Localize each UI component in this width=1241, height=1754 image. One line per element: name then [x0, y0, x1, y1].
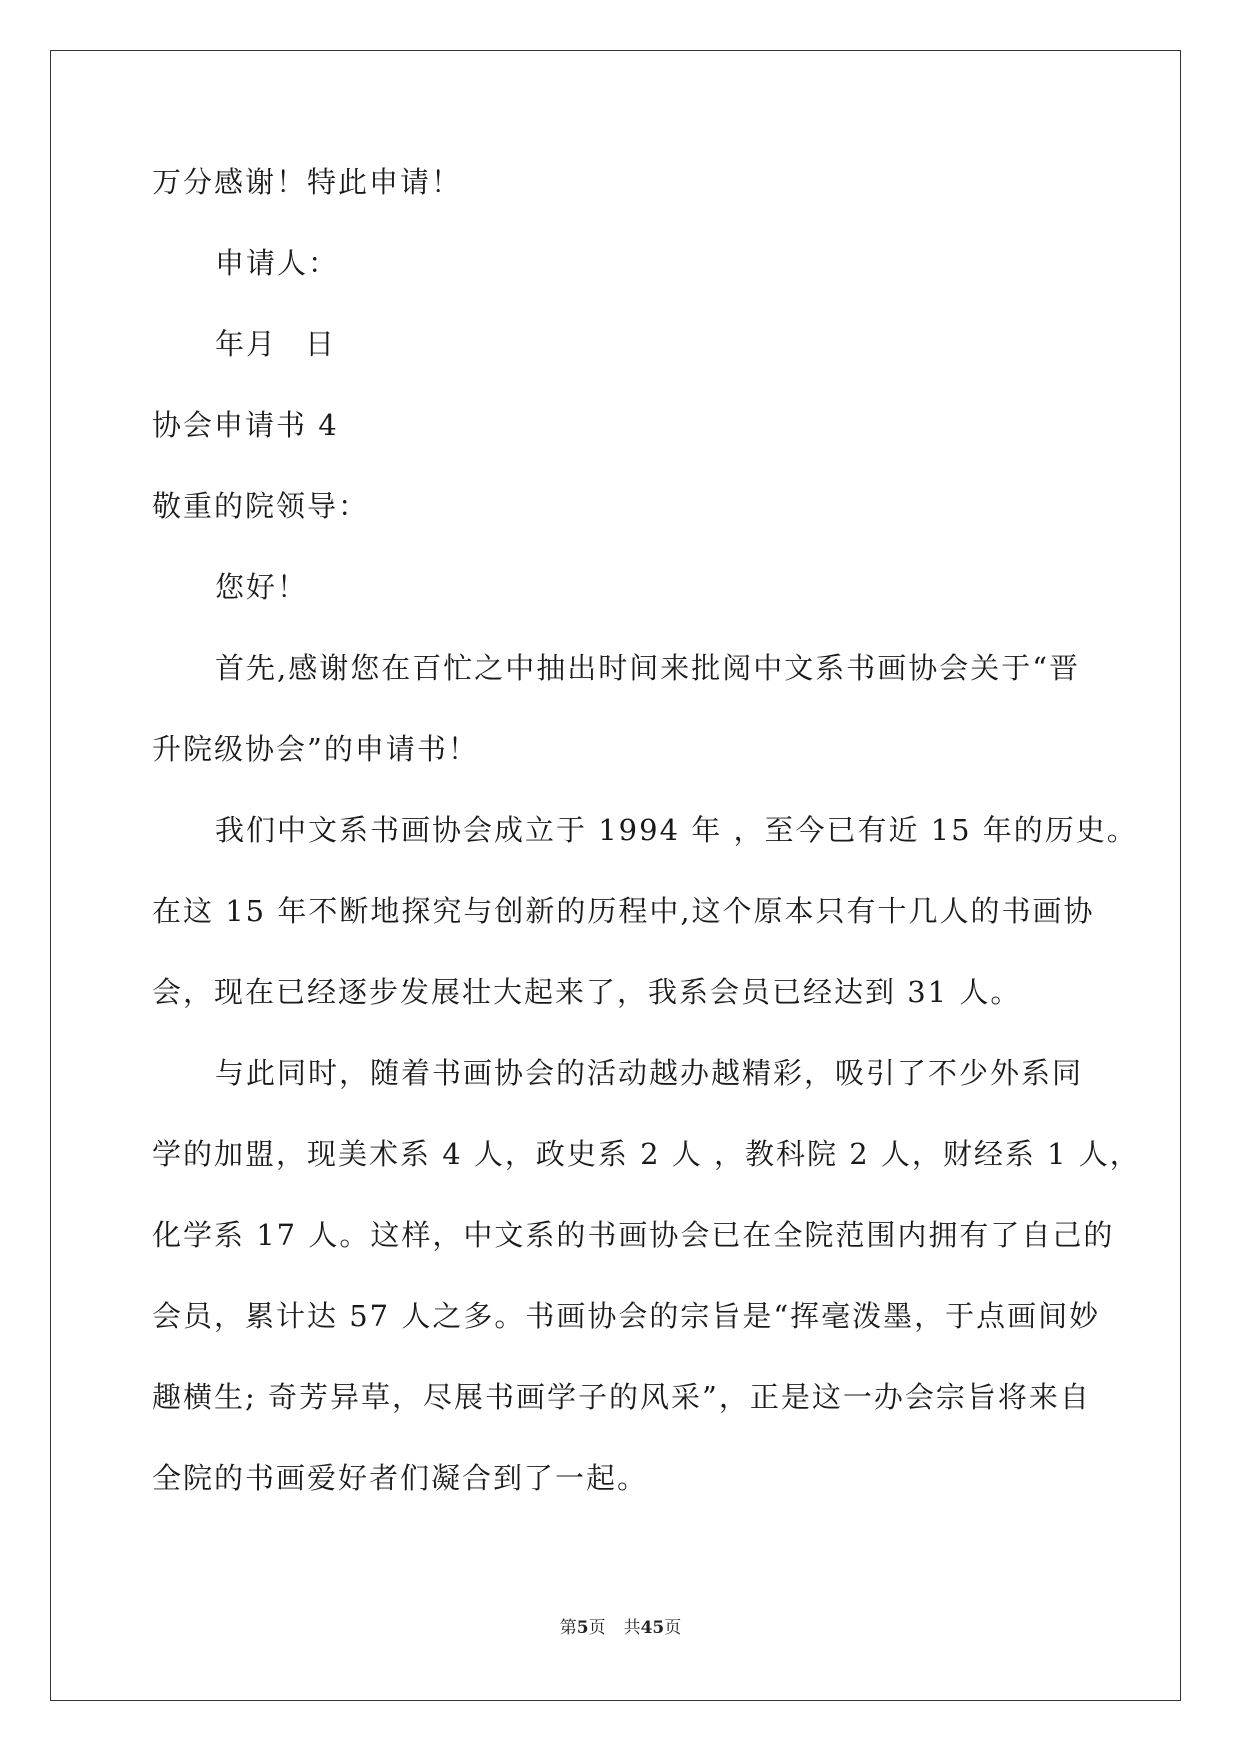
salutation: 敬重的院领导：: [152, 489, 370, 523]
date-line: [152, 324, 1092, 364]
paragraph-line: 趣横生; 奇芳异草，尽展书画学子的风采”，正是这一办会宗旨将来自: [152, 1380, 1091, 1414]
total-pages: 45: [640, 1618, 665, 1638]
paragraph-line: 首先,感谢您在百忙之中抽出时间来批阅中文系书画协会关于“晋: [215, 651, 1081, 685]
footer-total-prefix: 共: [623, 1618, 641, 1638]
page-footer: [0, 1616, 1241, 1640]
footer-prefix: 第: [559, 1618, 577, 1638]
paragraph-line: 学的加盟，现美术系 4 人，政史系 2 人 ，教科院 2 人，财经系 1 人，: [152, 1137, 1141, 1171]
paragraph-line: 化学系 17 人。这样，中文系的书画协会已在全院范围内拥有了自己的: [152, 1218, 1115, 1252]
page-number: 5: [576, 1618, 589, 1638]
paragraph-line: 在这 15 年不断地探究与创新的历程中,这个原本只有十几人的书画协: [152, 894, 1095, 928]
paragraph-line: 升院级协会”的申请书！: [152, 732, 479, 766]
document-body: [152, 162, 1141, 1539]
date-year-month: 年月: [215, 327, 278, 361]
applicant-label: 申请人：: [215, 246, 340, 280]
closing-thanks: 万分感谢！特此申请！: [152, 165, 463, 199]
paragraph-line: 全院的书画爱好者们凝合到了一起。: [152, 1461, 649, 1495]
paragraph-line: 会员，累计达 57 人之多。书画协会的宗旨是“挥毫泼墨，于点画间妙: [152, 1299, 1101, 1333]
paragraph-line: 我们中文系书画协会成立于 1994 年 ，至今已有近 15 年的历史。: [215, 813, 1138, 847]
footer-total-suffix: 页: [664, 1618, 682, 1638]
footer-page-suffix: 页: [588, 1618, 606, 1638]
section-title: 协会申请书 4: [152, 408, 339, 442]
greeting: 您好！: [215, 570, 309, 604]
paragraph-line: 与此同时，随着书画协会的活动越办越精彩，吸引了不少外系同: [215, 1056, 1084, 1090]
date-day: 日: [305, 327, 337, 361]
paragraph-line: 会，现在已经逐步发展壮大起来了，我系会员已经达到 31 人。: [152, 975, 1022, 1009]
